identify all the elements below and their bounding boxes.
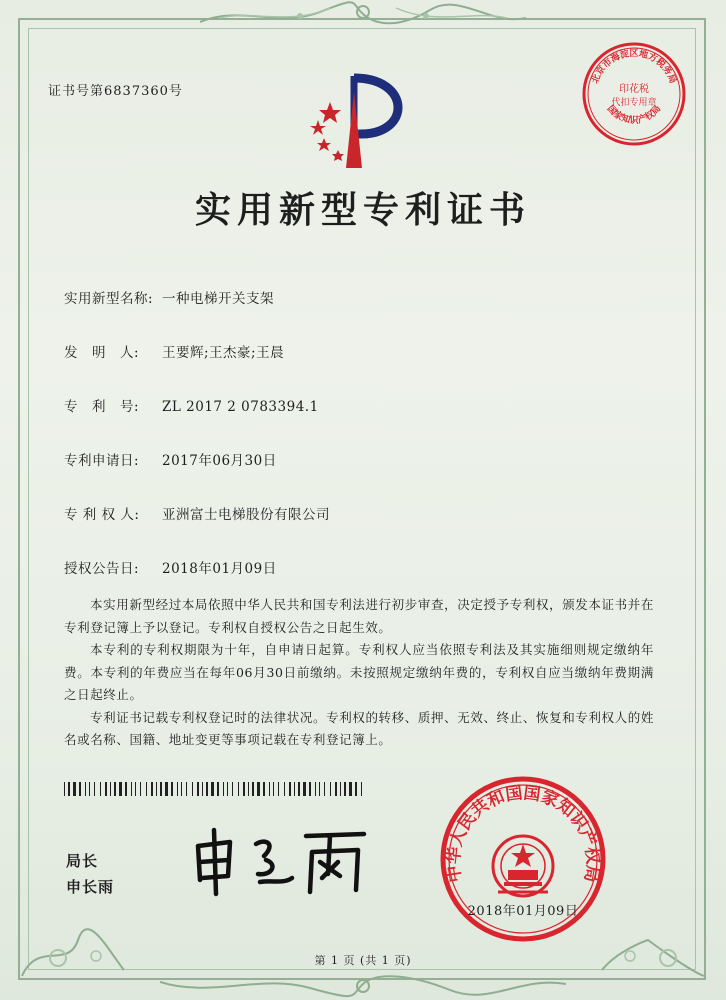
seal-text: 中华人民共和国国家知识产权局 xyxy=(443,783,603,884)
barcode-icon xyxy=(64,782,364,796)
field-patentee xyxy=(64,503,330,523)
field-value: 2018年01月09日 xyxy=(162,561,277,577)
field-label: 专 利 权 人: xyxy=(64,507,140,523)
svg-text:中华人民共和国国家知识产权局 xyxy=(443,783,604,884)
field-value: 2017年06月30日 xyxy=(162,453,277,469)
corner-ornament-icon xyxy=(598,900,708,980)
bottom-ornament-icon xyxy=(160,972,566,1000)
certificate-body xyxy=(64,594,654,752)
small-seal-bottom-text: 国家知识产权局 xyxy=(604,103,664,126)
patent-office-emblem-icon xyxy=(300,72,430,172)
body-paragraph: 本实用新型经过本局依照中华人民共和国专利法进行初步审查，决定授予专利权，颁发本证书并在专利登记簿上予以登记。专利权自授权公告之日起生效。 xyxy=(64,597,654,635)
field-label: 实用新型名称: xyxy=(64,291,154,307)
body-paragraph: 本专利的专利权期限为十年，自申请日起算。专利权人应当依照专利法及其实施细则规定缴纳年费。本专利的年费应当在每年06月30日前缴纳。未按照规定缴纳年费的，专利权自应当缴纳年费期满之日起终止。 xyxy=(64,642,654,702)
certificate-number: 证书号第6837360号 xyxy=(48,84,183,99)
field-value: 王要辉;王杰豪;王晨 xyxy=(162,345,285,361)
field-value: 一种电梯开关支架 xyxy=(162,291,274,307)
seal-date: 2018年01月09日 xyxy=(467,904,579,919)
small-seal-center-2: 代扣专用章 xyxy=(611,98,657,108)
field-patent-number xyxy=(64,395,319,415)
handwritten-signature-icon xyxy=(188,824,378,898)
corner-ornament-icon xyxy=(18,900,128,980)
field-value: ZL 2017 2 0783394.1 xyxy=(162,399,319,415)
small-seal-arc-text: 北京市海淀区地方税务局 xyxy=(590,49,678,86)
top-ornament-icon xyxy=(200,0,526,30)
field-label: 专 利 号: xyxy=(64,399,140,415)
field-label: 专利申请日: xyxy=(64,453,140,469)
page-title: 实用新型专利证书 xyxy=(194,190,531,231)
field-application-date xyxy=(64,449,277,469)
field-inventors xyxy=(64,341,284,361)
signatory-name: 申长雨 xyxy=(66,878,115,896)
body-paragraph: 专利证书记载专利权登记时的法律状况。专利权的转移、质押、无效、终止、恢复和专利权人的姓名或名称、国籍、地址变更等事项记载在专利登记簿上。 xyxy=(64,709,654,747)
page-number: 第 1 页 (共 1 页) xyxy=(314,954,412,967)
tax-stamp-seal-icon xyxy=(580,40,688,148)
svg-text:北京市海淀区地方税务局 xyxy=(589,47,679,85)
signatory-role: 局长 xyxy=(66,852,99,870)
field-utility-model-name xyxy=(64,287,274,307)
field-label: 发 明 人: xyxy=(64,345,140,361)
field-grant-date xyxy=(64,557,277,577)
field-value: 亚洲富士电梯股份有限公司 xyxy=(162,507,330,523)
small-seal-center-1: 印花税 xyxy=(619,84,649,95)
field-label: 授权公告日: xyxy=(64,561,140,577)
